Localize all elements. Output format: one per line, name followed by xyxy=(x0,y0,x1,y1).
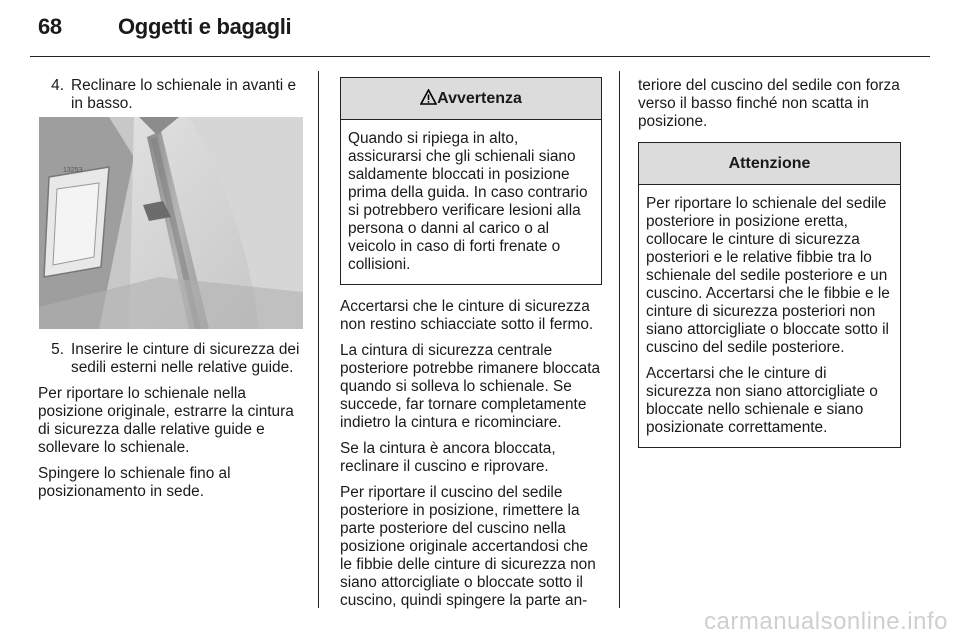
illustration-code: 13253 xyxy=(63,167,83,174)
paragraph: Spingere lo schienale fino al posizionamento in sede. xyxy=(38,465,231,500)
warning-body xyxy=(341,120,601,284)
attention-body xyxy=(639,185,900,447)
column-1-lower xyxy=(38,341,306,509)
header-rule xyxy=(30,56,930,57)
paragraph: teriore del cuscino del sedile con forza verso il basso finché non scatta in posizione. xyxy=(638,77,900,130)
warning-title: Avvertenza xyxy=(437,90,522,107)
watermark: carmanualsonline.info xyxy=(704,608,948,635)
warning-header xyxy=(341,78,601,120)
paragraph: Per riportare il cuscino del sedile posteriore in posizione, rimettere la parte posteriore del cuscino nella posizione originale accertandosi che le fibbie delle cinture di sicurezza non siano attorcigliate o bloccate sotto il cuscino, quindi spingere la parte an- xyxy=(340,484,596,609)
seatbelt-illustration xyxy=(39,117,303,329)
step-text: Inserire le cinture di sicurezza dei sedili esterni nelle relative guide. xyxy=(71,341,300,376)
column-2 xyxy=(340,77,602,618)
step-number: 4. xyxy=(51,77,64,94)
step-text: Reclinare lo schienale in avanti e in basso. xyxy=(71,77,297,112)
paragraph: Se la cintura è ancora bloccata, reclinare il cuscino e riprovare. xyxy=(340,440,556,475)
column-divider-1 xyxy=(318,71,319,608)
column-1 xyxy=(38,77,306,113)
page-number: 68 xyxy=(38,14,62,39)
attention-box xyxy=(638,142,901,448)
attention-text: Per riportare lo schienale del sedile posteriore in posizione eretta, collocare le cinture di sicurezza posteriori e le relative fibbie tra lo schienale del sedile posteriore e un cuscino. Accertarsi che le fibbie e le cinture di sicurezza posteriori non siano attorcigliate o bloccate sotto il cuscino del sedile posteriore. xyxy=(646,195,890,356)
attention-header: Attenzione xyxy=(639,143,900,185)
column-divider-2 xyxy=(619,71,620,608)
step-number: 5. xyxy=(51,341,64,358)
column-3 xyxy=(638,77,901,448)
attention-text: Accertarsi che le cinture di sicurezza non siano attorcigliate o bloccate nello schienale e siano posizionate correttamente. xyxy=(646,365,878,436)
step-4 xyxy=(38,77,306,113)
warning-box xyxy=(340,77,602,285)
paragraph: Per riportare lo schienale nella posizione originale, estrarre la cintura di sicurezza dalle relative guide e sollevare lo schienale. xyxy=(38,385,294,456)
paragraph: La cintura di sicurezza centrale posteriore potrebbe rimanere bloccata quando si solleva lo schienale. Se succede, far tornare completamente indietro la cintura e ricominciare. xyxy=(340,342,601,431)
paragraph: Accertarsi che le cinture di sicurezza non restino schiacciate sotto il fermo. xyxy=(340,298,594,333)
warning-text: Quando si ripiega in alto, assicurarsi che gli schienali siano saldamente bloccati in posizione prima della guida. In caso contrario si potrebbero verificare lesioni alla persona o danni al carico o al veicolo in caso di forti frenate o collisioni. xyxy=(348,130,588,273)
step-5 xyxy=(38,341,306,377)
warning-triangle-icon xyxy=(420,89,437,105)
page-title: Oggetti e bagagli xyxy=(118,14,292,39)
